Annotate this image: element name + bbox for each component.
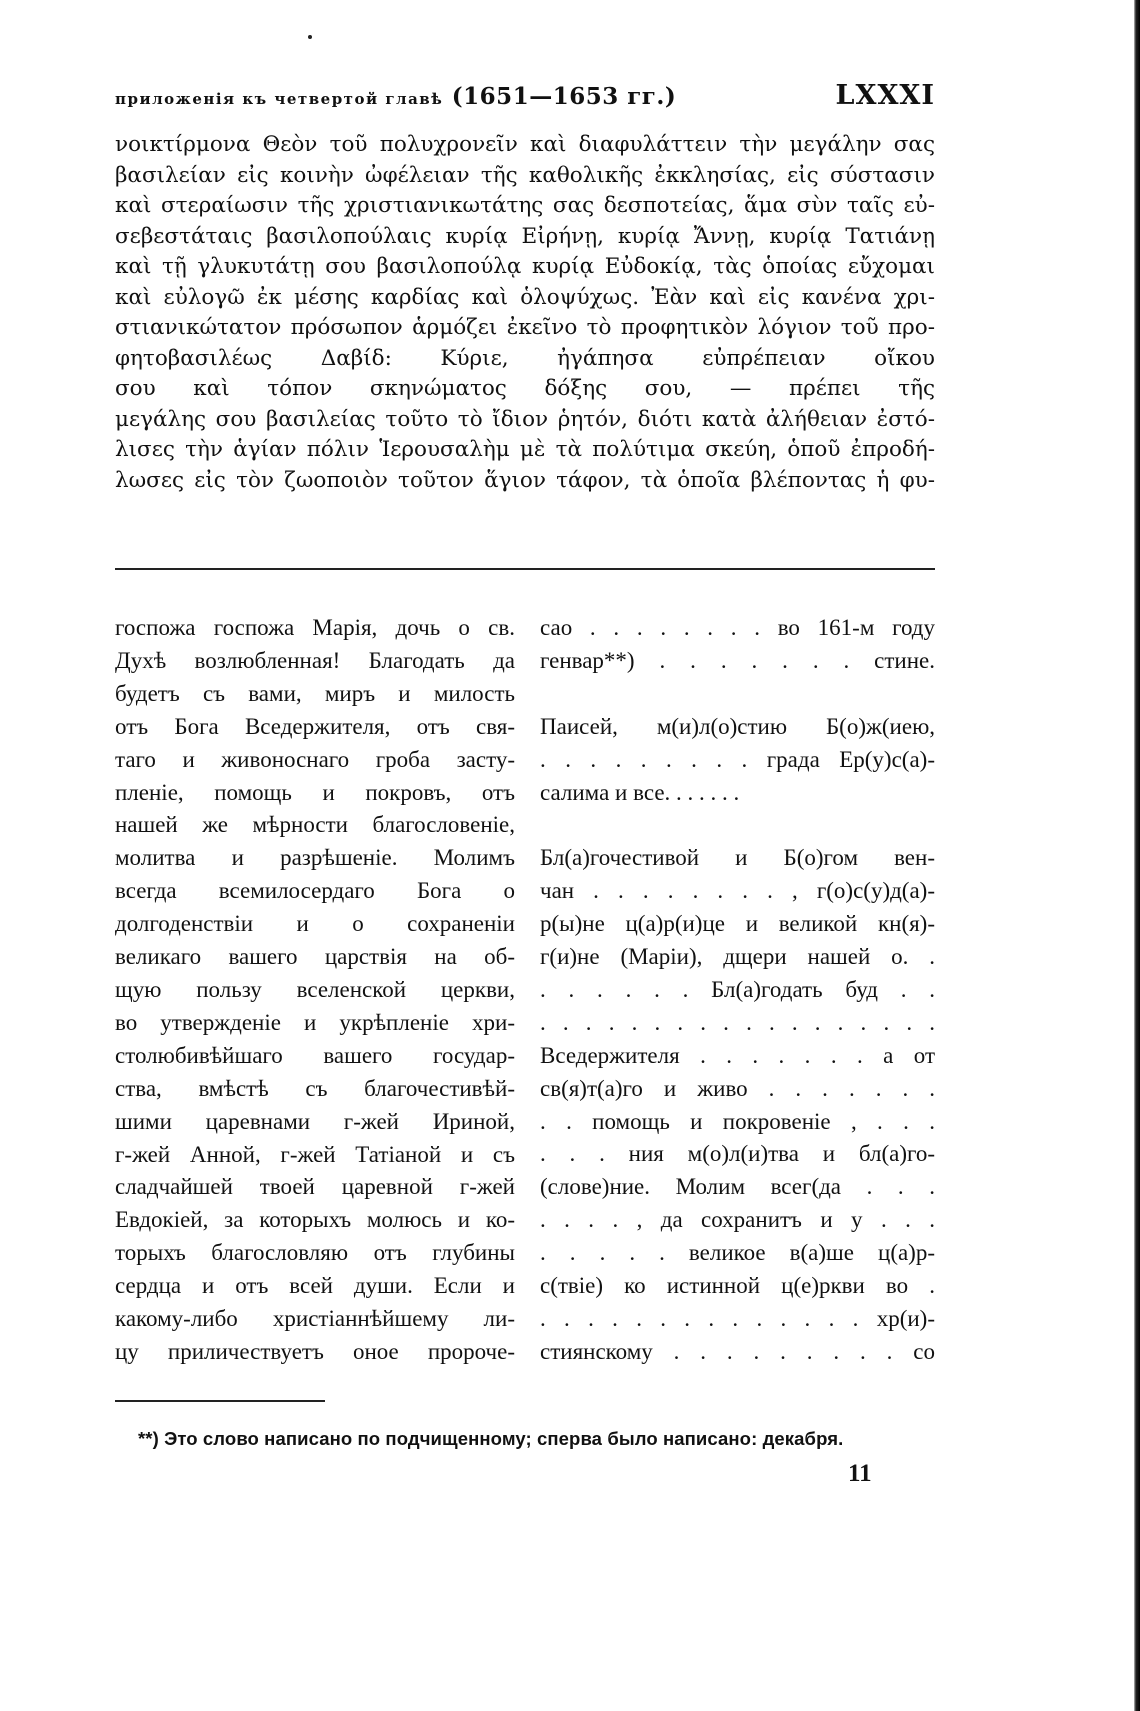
- original-line: . . . . . . Бл(а)годать буд . .: [540, 976, 935, 1002]
- translation-line: г-жей Анной, г-жей Татіаной и съ: [115, 1141, 515, 1167]
- translation-line: отъ Бога Вседержителя, отъ свя-: [115, 713, 515, 739]
- original-line: Паисей, м(и)л(о)стию Б(о)ж(иею,: [540, 713, 935, 739]
- original-line: (слове)ние. Молим всег(да . . .: [540, 1174, 935, 1200]
- greek-line: καὶ στεραίωσιν τῆς χριστιανικωτάτης σας δεσποτείας, ἅμα σὺν ταῖς εὐ-: [115, 193, 935, 218]
- translation-line: молитва и разрѣшеніе. Молимъ: [115, 845, 515, 871]
- paragraph-gap: [540, 678, 935, 711]
- original-line: г(и)не (Маріи), дщери нашей о. .: [540, 944, 935, 970]
- original-line: с(твіе) ко истинной ц(е)ркви во .: [540, 1273, 935, 1299]
- footnote: **) Это слово написано по подчищенному; сперва было написано: декабря.: [138, 1428, 844, 1449]
- translation-line: какому-либо христіаннѣйшему ли-: [115, 1306, 515, 1332]
- page-header: [115, 80, 935, 116]
- original-line: генвар**) . . . . . . . стине.: [540, 647, 935, 673]
- book-spine-edge: [1134, 0, 1140, 1711]
- running-title-text: приложенія къ четвертой главѣ: [115, 90, 444, 108]
- greek-line: καὶ εὐλογῶ ἐκ μέσης καρδίας καὶ ὁλοψύχως. Ἐὰν καὶ εἰς κανένα χρι-: [115, 284, 935, 310]
- original-line: . . . . . великое в(а)ше ц(а)р-: [540, 1240, 935, 1266]
- printer-signature-mark: 11: [848, 1460, 872, 1487]
- translation-line: всегда всемилосердаго Бога о: [115, 878, 515, 904]
- original-line: Вседержителя . . . . . . . а от: [540, 1042, 935, 1068]
- running-title: [115, 83, 676, 110]
- greek-line: μεγάλης σου βασιλείας τοῦτο τὸ ἴδιον ῥητόν, διότι κατὰ ἀλήθειαν ἐστό-: [115, 406, 935, 432]
- russian-translation-column: [115, 612, 515, 1369]
- section-divider: [115, 568, 935, 570]
- paragraph-gap: [540, 809, 935, 842]
- translation-line: Евдокіей, за которыхъ молюсь и ко-: [115, 1207, 515, 1233]
- greek-line: στιανικώτατον πρόσωπον ἁρμόζει ἐκεῖνο τὸ προφητικὸν λόγιον τοῦ προ-: [115, 315, 935, 340]
- greek-line: λισες τὴν ἁγίαν πόλιν Ἱερουσαλὴμ μὲ τὰ πολύτιμα σκεύη, ὁποῦ ἐπροδή-: [115, 437, 935, 462]
- translation-line: цу приличествуетъ оное пророче-: [115, 1338, 515, 1364]
- original-russian-column: [540, 612, 935, 1369]
- translation-line: шими царевнами г-жей Ириной,: [115, 1108, 515, 1134]
- greek-line: φητοβασιλέως Δαβίδ: Κύριε, ἠγάπησα εὐπρέπειαν οἴκου: [115, 345, 935, 371]
- translation-line: нашей же мѣрности благословеніе,: [115, 812, 515, 838]
- translation-line: великаго вашего царствія на об-: [115, 944, 515, 970]
- footnote-divider: [115, 1400, 325, 1402]
- original-line: чан . . . . . . . . , г(о)с(у)д(а)-: [540, 878, 935, 904]
- translation-line: сердца и отъ всей души. Если и: [115, 1273, 515, 1299]
- greek-line: σου καὶ τόπον σκηνώματος δόξης σου, — πρέπει τῆς: [115, 376, 935, 401]
- greek-line: νοικτίρμονα Θεὸν τοῦ πολυχρονεῖν καὶ διαφυλάττειν τὴν μεγάλην σας: [115, 132, 935, 157]
- translation-line: долгоденствіи и о сохраненіи: [115, 911, 515, 937]
- original-line: салима и все. . . . . . .: [540, 779, 740, 805]
- translation-line: ства, вмѣстѣ съ благочестивѣй-: [115, 1075, 515, 1101]
- original-line: . . . . , да сохранитъ и у . . .: [540, 1207, 935, 1233]
- original-line: . . . ния м(о)л(и)тва и бл(а)го-: [540, 1141, 935, 1167]
- original-line: . . помощь и покровеніе , . . .: [540, 1108, 935, 1134]
- page-folio: LXXXI: [835, 80, 935, 111]
- translation-line: во утвержденіе и укрѣпленіе хри-: [115, 1009, 515, 1035]
- original-line: р(ы)не ц(а)р(и)це и великой кн(я)-: [540, 911, 935, 937]
- translation-line: Духѣ возлюбленная! Благодать да: [115, 647, 515, 673]
- greek-line: σεβεστάταις βασιλοπούλαις κυρίᾳ Εἰρήνῃ, κυρίᾳ Ἄννῃ, κυρίᾳ Τατιάνῃ: [115, 223, 935, 249]
- translation-line: столюбивѣйшаго вашего государ-: [115, 1042, 515, 1068]
- original-line: св(я)т(а)го и живо . . . . . . .: [540, 1075, 935, 1101]
- original-line: Бл(а)гочестивой и Б(о)гом вен-: [540, 845, 935, 871]
- original-line: . . . . . . . . . града Ер(у)с(а)-: [540, 746, 935, 772]
- translation-line: таго и живоноснаго гроба засту-: [115, 746, 515, 772]
- running-title-years: (1651—1653 гг.): [451, 83, 677, 110]
- greek-text-block: [115, 130, 935, 496]
- original-line: стиянскому . . . . . . . . . со: [540, 1338, 935, 1364]
- print-speck: [308, 35, 312, 39]
- original-line: . . . . . . . . . . . . . . . . . .: [540, 1009, 935, 1035]
- translation-line: будетъ съ вами, миръ и милость: [115, 680, 515, 706]
- original-line: . . . . . . . . . . . . . . хр(и)-: [540, 1306, 935, 1331]
- translation-line: госпожа госпожа Марія, дочь о св.: [115, 615, 515, 640]
- translation-line: щую пользу вселенской церкви,: [115, 976, 515, 1002]
- greek-line: λωσες εἰς τὸν ζωοποιὸν τοῦτον ἅγιον τάφον, τὰ ὁποῖα βλέποντας ἡ φυ-: [115, 467, 935, 493]
- translation-line: пленіе, помощь и покровъ, отъ: [115, 779, 515, 805]
- original-line: сао . . . . . . . . во 161-м году: [540, 615, 935, 640]
- translation-line: торыхъ благословляю отъ глубины: [115, 1240, 515, 1266]
- translation-line: сладчайшей твоей царевной г-жей: [115, 1174, 515, 1200]
- greek-line: καὶ τῇ γλυκυτάτῃ σου βασιλοπούλᾳ κυρίᾳ Εὐδοκίᾳ, τὰς ὁποίας εὔχομαι: [115, 254, 935, 279]
- greek-line: βασιλείαν εἰς κοινὴν ὠφέλειαν τῆς καθολικῆς ἐκκλησίας, εἰς σύστασιν: [115, 162, 935, 188]
